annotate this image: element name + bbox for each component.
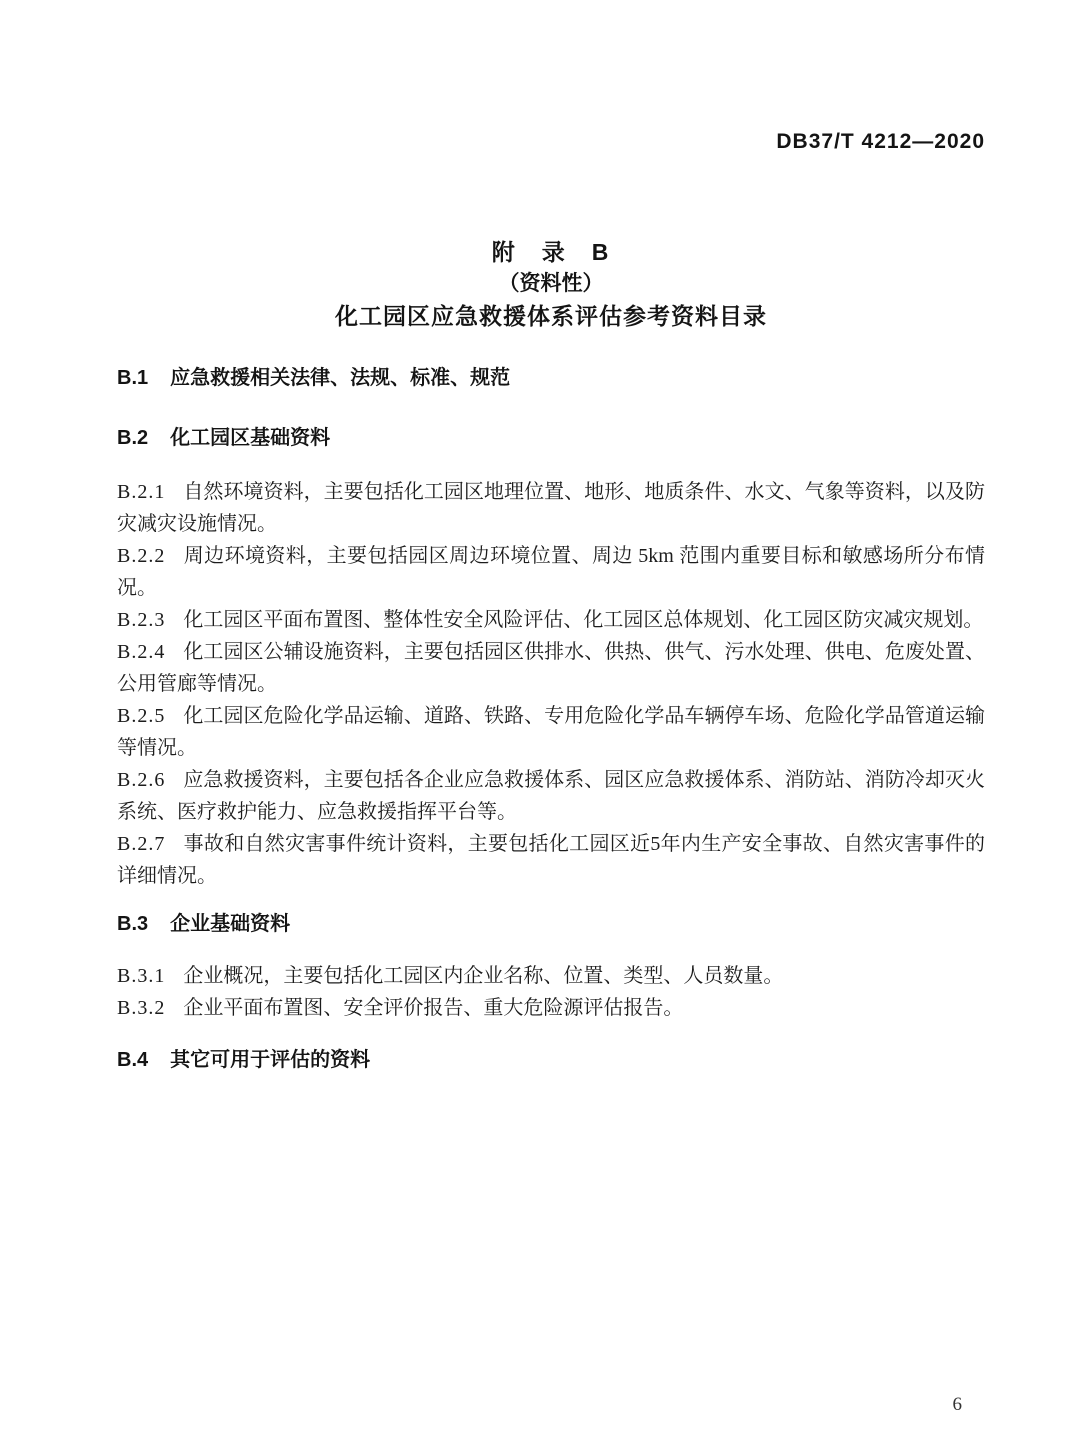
appendix-subject-title: 化工园区应急救援体系评估参考资料目录	[335, 303, 767, 329]
appendix-normative-label: （资料性）	[498, 272, 604, 295]
section-heading-b2	[117, 426, 985, 450]
section-title: 其它可用于评估的资料	[170, 1049, 371, 1071]
clause-label: B.2.2	[117, 545, 166, 567]
clause-label: B.2.6	[117, 769, 166, 791]
section-b2-clauses	[117, 476, 985, 892]
section-heading-b1	[117, 366, 985, 390]
clause-b2-4	[117, 636, 985, 700]
clause-label: B.3.2	[117, 997, 166, 1019]
appendix-title-block	[117, 236, 985, 332]
clause-text: 企业概况，主要包括化工园区内企业名称、位置、类型、人员数量。	[183, 965, 784, 987]
clause-label: B.2.5	[117, 705, 166, 727]
section-title: 应急救援相关法律、法规、标准、规范	[170, 367, 511, 389]
clause-text: 周边环境资料，主要包括园区周边环境位置、周边 5km 范围内重要目标和敏感场所分布情况。	[117, 545, 985, 599]
section-heading-b4	[117, 1048, 985, 1072]
clause-label: B.2.7	[117, 833, 166, 855]
page-content	[117, 0, 985, 1072]
clause-b2-6	[117, 764, 985, 828]
clause-text: 事故和自然灾害事件统计资料，主要包括化工园区近5年内生产安全事故、自然灾害事件的详细情况。	[117, 833, 985, 887]
clause-b2-5	[117, 700, 985, 764]
clause-label: B.2.1	[117, 481, 166, 503]
clause-b2-3	[117, 604, 985, 636]
page-number: 6	[952, 1394, 962, 1415]
clause-label: B.2.4	[117, 641, 166, 663]
clause-label: B.2.3	[117, 609, 166, 631]
appendix-title: 附 录 B	[491, 239, 611, 265]
clause-text: 化工园区平面布置图、整体性安全风险评估、化工园区总体规划、化工园区防灾减灾规划。	[183, 609, 984, 631]
clause-text: 应急救援资料，主要包括各企业应急救援体系、园区应急救援体系、消防站、消防冷却灭火系统、医疗救护能力、应急救援指挥平台等。	[117, 769, 985, 823]
clause-text: 化工园区危险化学品运输、道路、铁路、专用危险化学品车辆停车场、危险化学品管道运输等情况。	[117, 705, 985, 759]
standard-number: DB37/T 4212—2020	[776, 130, 985, 153]
section-label: B.3	[117, 913, 149, 935]
clause-b3-2	[117, 992, 985, 1024]
section-heading-b3	[117, 912, 985, 936]
clause-b2-2	[117, 540, 985, 604]
clause-label: B.3.1	[117, 965, 166, 987]
clause-b2-7	[117, 828, 985, 892]
section-title: 企业基础资料	[170, 913, 291, 935]
clause-b3-1	[117, 960, 985, 992]
section-label: B.2	[117, 427, 149, 449]
section-b3-clauses	[117, 960, 985, 1024]
section-title: 化工园区基础资料	[170, 427, 331, 449]
clause-text: 自然环境资料，主要包括化工园区地理位置、地形、地质条件、水文、气象等资料，以及防灾减灾设施情况。	[117, 481, 985, 535]
clause-text: 化工园区公辅设施资料，主要包括园区供排水、供热、供气、污水处理、供电、危废处置、公用管廊等情况。	[117, 641, 985, 695]
section-label: B.4	[117, 1049, 149, 1071]
clause-text: 企业平面布置图、安全评价报告、重大危险源评估报告。	[183, 997, 684, 1019]
section-label: B.1	[117, 367, 149, 389]
clause-b2-1	[117, 476, 985, 540]
